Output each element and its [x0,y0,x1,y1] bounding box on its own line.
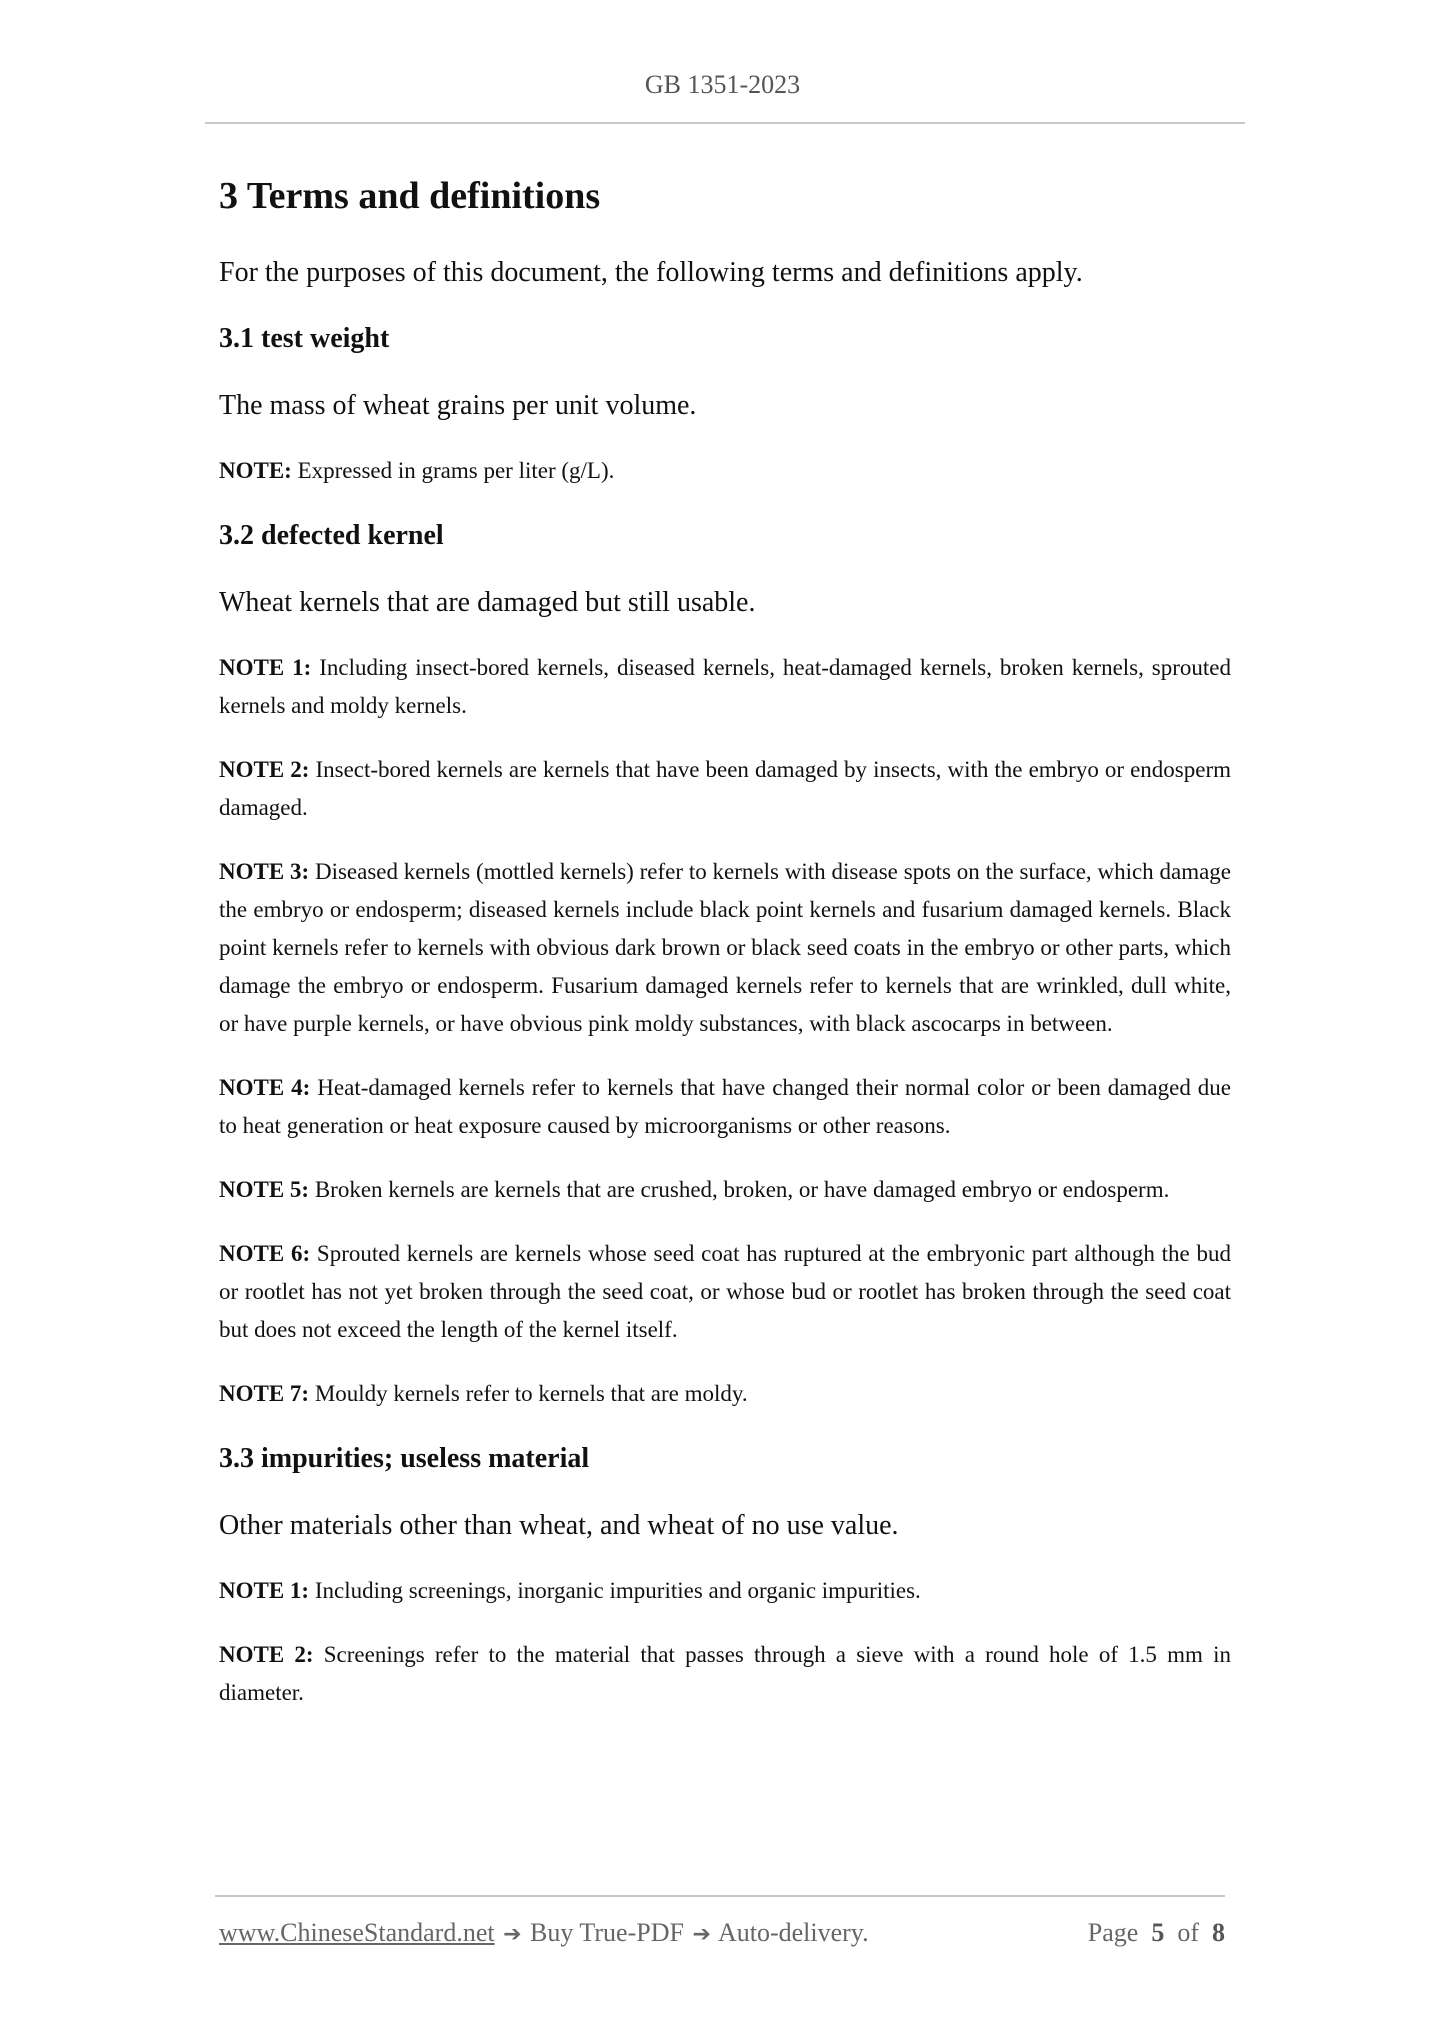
note-label: NOTE 6: [219,1241,311,1266]
note-label: NOTE 5: [219,1177,310,1202]
website-link[interactable]: www.ChineseStandard.net [219,1918,495,1947]
note [219,751,1231,827]
section-intro: For the purposes of this document, the following terms and definitions apply. [219,257,1083,288]
page-content [219,166,1231,1712]
section-heading: 3 Terms and definitions [219,175,601,217]
page-label: Page [1087,1918,1139,1947]
buy-true-pdf-text: Buy True-PDF [530,1918,684,1947]
note-text: Diseased kernels (mottled kernels) refer to kernels with disease spots on the surface, which damage the embryo or endosperm; diseased kernels include black point kernels and fusarium damaged kernels. Black point kernels refer to kernels with obvious dark brown or black seed coats in the embryo or other parts, which damage the embryo or endosperm. Fusarium damaged kernels refer to kernels that are wrinkled, dull white, or have purple kernels, or have obvious pink moldy substances, with black ascocarps in between. [219,859,1232,1036]
header-divider [205,122,1245,124]
note-label: NOTE 3: [219,859,310,884]
document-code-header: GB 1351-2023 [644,70,801,99]
note-label: NOTE: [219,458,292,483]
note-text: Screenings refer to the material that passes through a sieve with a round hole of 1.5 mm in diameter. [219,1642,1232,1705]
note [219,452,1231,490]
footer-divider [215,1895,1225,1897]
page-indicator [1088,1915,1225,1951]
term-definition: Wheat kernels that are damaged but still usable. [219,587,756,618]
term-heading: 3.3 impurities; useless material [219,1443,590,1474]
page-total: 8 [1212,1918,1225,1947]
note [219,1375,1231,1413]
auto-delivery-text: Auto-delivery. [717,1918,869,1947]
term-definition: The mass of wheat grains per unit volume. [219,390,697,421]
note-text: Mouldy kernels refer to kernels that are moldy. [314,1381,748,1406]
note [219,1069,1231,1145]
page-of: of [1177,1918,1199,1947]
note-text: Including insect-bored kernels, diseased kernels, heat-damaged kernels, broken kernels, sprouted kernels and moldy kernels. [219,655,1232,718]
note-text: Insect-bored kernels are kernels that have been damaged by insects, with the embryo or endosperm damaged. [219,757,1232,820]
note [219,853,1231,1043]
note [219,1636,1231,1712]
term-heading: 3.1 test weight [219,323,390,354]
note-label: NOTE 1: [219,655,312,680]
note-label: NOTE 2: [219,757,310,782]
term-heading: 3.2 defected kernel [219,520,444,551]
term-block-3-1 [219,319,1231,490]
note [219,1171,1231,1209]
term-block-3-3 [219,1439,1231,1712]
note-label: NOTE 1: [219,1578,310,1603]
note-text: Broken kernels are kernels that are crushed, broken, or have damaged embryo or endosperm. [314,1177,1170,1202]
note [219,1235,1231,1349]
note-label: NOTE 4: [219,1075,311,1100]
note-label: NOTE 2: [219,1642,314,1667]
note-text: Expressed in grams per liter (g/L). [297,458,615,483]
note-text: Including screenings, inorganic impurities and organic impurities. [314,1578,921,1603]
note [219,1572,1231,1610]
term-definition: Other materials other than wheat, and wheat of no use value. [219,1510,899,1541]
page-current: 5 [1151,1918,1165,1947]
note [219,649,1231,725]
term-block-3-2 [219,516,1231,1413]
page-footer [219,1915,1225,1953]
note-text: Sprouted kernels are kernels whose seed coat has ruptured at the embryonic part although the bud or rootlet has not yet broken through the seed coat, or whose bud or rootlet has broken through the seed coat but does not exceed the length of the kernel itself. [219,1241,1231,1342]
right-arrow-icon: ➔ [692,1922,711,1947]
note-text: Heat-damaged kernels refer to kernels that have changed their normal color or been damaged due to heat generation or heat exposure caused by microorganisms or other reasons. [219,1075,1231,1138]
note-label: NOTE 7: [219,1381,310,1406]
right-arrow-icon: ➔ [503,1922,522,1947]
